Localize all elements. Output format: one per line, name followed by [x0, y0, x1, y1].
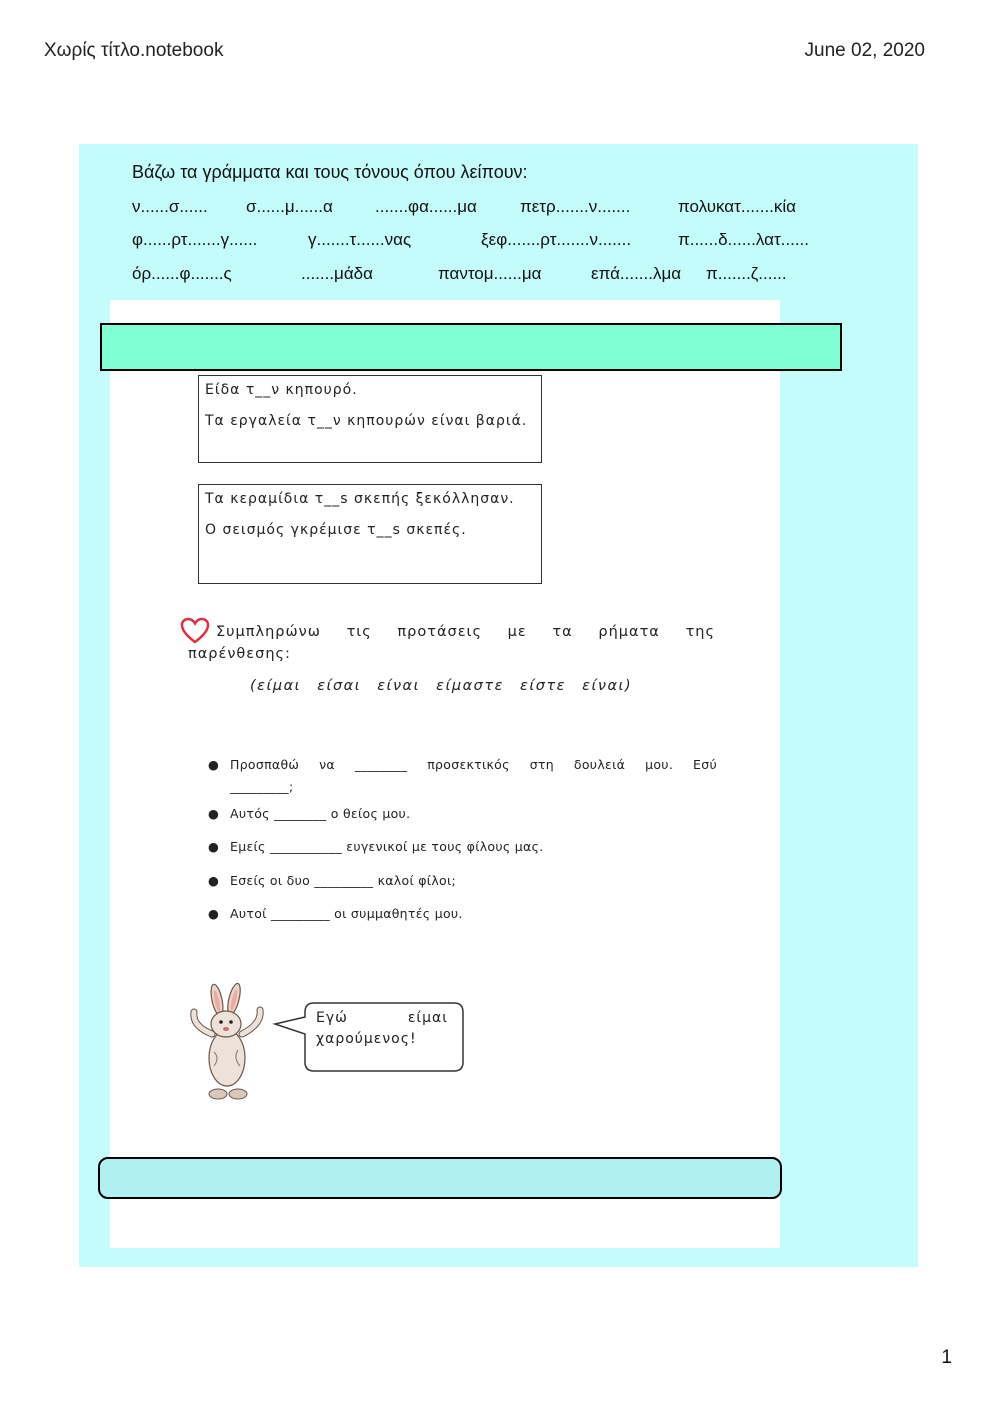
fill-word[interactable]: γ.......τ......νας: [308, 230, 412, 249]
answer-bar-blue[interactable]: [98, 1157, 782, 1199]
box1-line2: Τα εργαλεία τ__ν κηπουρών είναι βαριά.: [205, 413, 528, 429]
exercise2-instruction: [188, 621, 715, 665]
document-title: Χωρίς τίτλο.notebook: [44, 40, 224, 61]
exercise1-instruction: Βάζω τα γράμματα και τους τόνους όπου λείπουν:: [132, 162, 528, 182]
sentence[interactable]: Εμείς ___________ ευγενικοί με τους φίλους μας.: [230, 839, 544, 854]
bullet-icon: ●: [208, 839, 220, 854]
bullet-icon: ●: [208, 873, 220, 888]
list-item: [208, 873, 457, 888]
fill-word[interactable]: ν......σ......: [132, 197, 208, 216]
bullet-icon: ●: [208, 806, 220, 821]
box2-line1: Τα κεραμίδια τ__s σκεπής ξεκόλλησαν.: [205, 491, 515, 507]
fill-word[interactable]: .......φα......μα: [375, 197, 477, 216]
verb-options: (είμαι είσαι είναι είμαστε είστε είναι): [250, 678, 633, 694]
fill-word[interactable]: π.......ζ......: [706, 264, 787, 283]
fill-word[interactable]: ξεφ.......ρτ.......ν.......: [481, 230, 632, 249]
article-box-1: [198, 375, 542, 463]
fill-word[interactable]: πολυκατ.......κία: [678, 197, 797, 216]
page-number: 1: [941, 1347, 952, 1368]
list-item: [208, 806, 411, 821]
exercise2-instruction-line1: Συμπληρώνω τις προτάσεις με τα ρήματα της: [216, 624, 715, 640]
fill-word[interactable]: παντομ......μα: [438, 264, 542, 283]
fill-word[interactable]: π......δ......λατ......: [678, 230, 809, 249]
fill-word[interactable]: επά.......λμα: [591, 264, 682, 283]
box2-line2: Ο σεισμός γκρέμισε τ__s σκεπές.: [205, 522, 467, 538]
fill-word[interactable]: όρ......φ.......ς: [132, 264, 232, 283]
sentence[interactable]: Αυτός ________ ο θείος μου.: [230, 806, 411, 821]
fill-word[interactable]: .......μάδα: [301, 264, 373, 283]
fill-word[interactable]: φ......ρτ.......γ......: [132, 230, 258, 249]
speech-line1: Εγώ είμαι: [316, 1010, 448, 1026]
speech-text: [316, 1008, 448, 1050]
list-item: [208, 906, 463, 921]
answer-bar-green[interactable]: [100, 323, 842, 371]
fill-word[interactable]: πετρ.......ν.......: [520, 197, 631, 216]
list-item: [208, 754, 717, 798]
speech-line2: χαρούμενος!: [316, 1031, 417, 1047]
document-date: June 02, 2020: [804, 40, 925, 61]
list-item: [208, 839, 544, 854]
sentence[interactable]: Αυτοί _________ οι συμμαθητές μου.: [230, 906, 463, 921]
exercise2-instruction-line2: παρένθεσης:: [188, 646, 291, 662]
bullet-icon: ●: [208, 757, 220, 772]
fill-word[interactable]: σ......μ......α: [246, 197, 333, 216]
bullet-icon: ●: [208, 906, 220, 921]
sentence[interactable]: Εσείς οι δυο _________ καλοί φίλοι;: [230, 873, 457, 888]
sentence-line1[interactable]: Προσπαθώ να ________ προσεκτικός στη δουλειά μου. Εσύ: [230, 757, 717, 772]
bunny-icon: [186, 982, 270, 1104]
sentence-line2[interactable]: _________;: [230, 779, 294, 794]
article-box-2: [198, 484, 542, 584]
box1-line1: Είδα τ__ν κηπουρό.: [205, 382, 358, 398]
